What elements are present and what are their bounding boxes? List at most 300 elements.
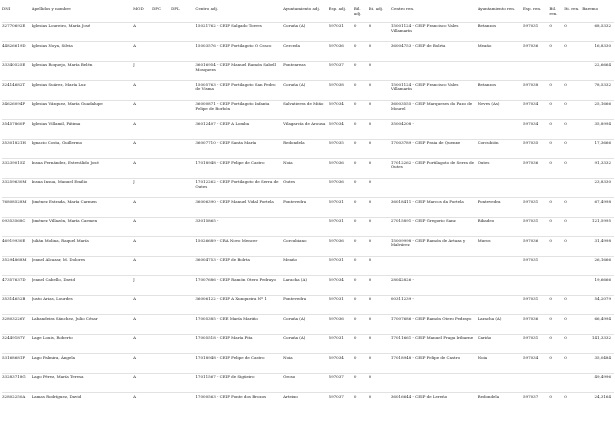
cell-esp-adj: 597037	[329, 393, 354, 405]
cell-ayto-ren: Outes	[478, 159, 523, 179]
cell-iti-ren: 0	[564, 198, 582, 218]
cell-centro-adj: 36006390 - CEIP Manuel Vidal Portela	[195, 198, 283, 218]
column-header-dni: DNI	[2, 6, 11, 11]
cell-mod: A	[133, 237, 152, 257]
cell-name: Ignacio Costa, Guillermo	[32, 139, 133, 159]
column-header-iti-adj: Iti. adj.	[368, 6, 384, 11]
cell-dni: 33340525E	[2, 61, 32, 81]
cell-esp-adj: 597034	[329, 100, 354, 120]
cell-centro-ren: 27015891 - CEIP Gregorio Sanz	[391, 217, 478, 237]
column-header-iti-ren: Iti. ren.	[564, 6, 580, 11]
cell-mod: J	[133, 276, 152, 296]
cell-ayto-adj: Outes	[283, 178, 328, 198]
cell-esp-adj: 597036	[329, 315, 354, 335]
cell-iti-adj: 0	[369, 315, 391, 335]
cell-bil-ren: 0	[549, 237, 564, 257]
table-row	[2, 393, 614, 405]
cell-bil-ren	[549, 178, 564, 198]
table-row	[2, 354, 614, 374]
cell-bil-adj: 0	[354, 256, 369, 276]
cell-dpc	[152, 217, 171, 237]
cell-ayto-adj: Ponteareas	[283, 61, 328, 81]
cell-esp-adj: 597031	[329, 22, 354, 42]
cell-bil-adj: 0	[354, 334, 369, 354]
cell-centro-adj: 33015865 -	[195, 217, 283, 237]
cell-ayto-adj: Coruña (A)	[283, 334, 328, 354]
cell-dpl	[171, 22, 195, 42]
cell-dpc	[152, 354, 171, 374]
cell-iti-adj: 0	[369, 237, 391, 257]
cell-ayto-adj: Meaño	[283, 256, 328, 276]
cell-bil-ren	[549, 373, 564, 393]
cell-dpc	[152, 42, 171, 62]
cell-centro-ren: 15001124 - CEIP Francisco Vales Villamarín	[391, 81, 478, 101]
cell-centro-adj: 15026689 - CRA Novo Mencer	[195, 237, 283, 257]
cell-ayto-adj: Noia	[283, 354, 328, 374]
cell-iti-ren	[564, 276, 582, 296]
cell-iti-ren	[564, 61, 582, 81]
cell-dni: 46919930E	[2, 237, 32, 257]
cell-dpc	[152, 237, 171, 257]
cell-baremo: 31,4998	[582, 237, 614, 257]
table-row	[2, 295, 614, 315]
cell-iti-ren	[564, 373, 582, 393]
cell-bil-ren: 0	[549, 354, 564, 374]
cell-bil-adj: 0	[354, 237, 369, 257]
table-row	[2, 178, 614, 198]
cell-bil-adj: 0	[354, 139, 369, 159]
cell-dpc	[152, 295, 171, 315]
cell-centro-ren	[391, 61, 478, 81]
cell-bil-adj: 0	[354, 61, 369, 81]
cell-ayto-adj: Vilagarcía de Arousa	[283, 120, 328, 140]
cell-name: Jeanel Cabello, David	[32, 276, 133, 296]
cell-esp-ren: 597038	[523, 81, 549, 101]
cell-dpl	[171, 100, 195, 120]
table-row	[2, 42, 614, 62]
cell-bil-ren: 0	[549, 334, 564, 354]
column-header-centro-adj: Centro adj.	[195, 6, 219, 11]
cell-esp-adj: 597031	[329, 334, 354, 354]
cell-bil-adj: 0	[354, 354, 369, 374]
cell-iti-ren: 0	[564, 139, 582, 159]
cell-dpl	[171, 42, 195, 62]
cell-centro-adj: 17018948 - CEIP Felipe de Castro	[195, 159, 283, 179]
cell-centro-adj: 17000563 - CEIP Ponte dos Brozos	[195, 393, 283, 405]
cell-esp-ren: 597036	[523, 159, 549, 179]
cell-iti-ren: 0	[564, 120, 582, 140]
cell-centro-ren: 17007686 - CEIP Ramón Otero Pedrayo	[391, 315, 478, 335]
cell-dni: 35294868M	[2, 256, 32, 276]
cell-ayto-ren: Cariño	[478, 334, 523, 354]
cell-iti-adj: 0	[369, 354, 391, 374]
cell-ayto-ren	[478, 276, 523, 296]
cell-ayto-ren: Meaño	[478, 42, 523, 62]
cell-baremo: 121,5995	[582, 217, 614, 237]
cell-dni: 32449187Y	[2, 334, 32, 354]
cell-iti-adj: 0	[369, 178, 391, 198]
cell-name: Jiménez Estrada, María Carmen	[32, 198, 133, 218]
cell-name: Justo Arias, Lourdes	[32, 295, 133, 315]
column-header-centro-ren: Centro ren.	[390, 6, 415, 11]
cell-bil-adj: 0	[354, 22, 369, 42]
cell-ayto-ren	[478, 256, 523, 276]
cell-esp-adj: 597038	[329, 81, 354, 101]
cell-esp-adj: 597036	[329, 178, 354, 198]
cell-mod: A	[133, 217, 152, 237]
cell-dpc	[152, 393, 171, 405]
cell-mod: A	[133, 315, 152, 335]
cell-centro-ren: 28042826 -	[391, 276, 478, 296]
cell-ayto-adj: Noia	[283, 159, 328, 179]
cell-ayto-ren: Muros	[478, 237, 523, 257]
cell-dni: 35314652B	[2, 295, 32, 315]
cell-bil-ren: 0	[549, 81, 564, 101]
cell-iti-adj: 0	[369, 139, 391, 159]
cell-bil-ren: 0	[549, 315, 564, 335]
cell-mod: A	[133, 295, 152, 315]
cell-centro-ren: 15001124 - CEIP Francisco Vales Villamarín	[391, 22, 478, 42]
cell-esp-ren: 597034	[523, 354, 549, 374]
cell-name: Iglesias Villamil, Fátima	[32, 120, 133, 140]
cell-baremo: 23,8330	[582, 178, 614, 198]
cell-iti-adj: 0	[369, 61, 391, 81]
cell-dpl	[171, 198, 195, 218]
cell-bil-adj: 0	[354, 315, 369, 335]
cell-mod: A	[133, 22, 152, 42]
cell-esp-adj: 597035	[329, 139, 354, 159]
cell-centro-ren: 36004753 - CEIP de Bolrta	[391, 42, 478, 62]
cell-baremo: 22,6664	[582, 61, 614, 81]
table-row	[2, 139, 614, 159]
cell-dpl	[171, 61, 195, 81]
cell-mod: J	[133, 178, 152, 198]
cell-mod: A	[133, 100, 152, 120]
cell-baremo: 35,0484	[582, 354, 614, 374]
cell-ayto-ren: Betanzos	[478, 81, 523, 101]
cell-iti-ren: 0	[564, 295, 582, 315]
cell-centro-adj: 36012407 - CEIP A Lomba	[195, 120, 283, 140]
cell-name: Iglesias Suárez, María Luz	[32, 81, 133, 101]
cell-esp-adj: 597036	[329, 42, 354, 62]
cell-iti-adj: 0	[369, 120, 391, 140]
cell-esp-adj: 597031	[329, 256, 354, 276]
cell-iti-adj: 0	[369, 295, 391, 315]
cell-dni: 35301821H	[2, 139, 32, 159]
cell-name: Lago Palmira, Ángela	[32, 354, 133, 374]
cell-baremo: 35,8994	[582, 120, 614, 140]
cell-baremo: 67,4998	[582, 198, 614, 218]
cell-dni: 34626094P	[2, 100, 32, 120]
cell-esp-ren: 597036	[523, 237, 549, 257]
cell-dni: 76808528M	[2, 198, 32, 218]
cell-bil-ren: 0	[549, 159, 564, 179]
cell-iti-ren: 0	[564, 100, 582, 120]
cell-centro-adj: 36004753 - CEIP de Bolrta	[195, 256, 283, 276]
cell-iti-ren: 0	[564, 81, 582, 101]
cell-bil-ren: 0	[549, 393, 564, 405]
cell-dpl	[171, 139, 195, 159]
table-row	[2, 159, 614, 179]
cell-iti-ren: 0	[564, 315, 582, 335]
cell-iti-adj: 0	[369, 276, 391, 296]
cell-centro-adj: 17012262 - CEIP Portilagoto de Serra de Outes	[195, 178, 283, 198]
table-header-row	[2, 0, 614, 22]
cell-iti-ren: 0	[564, 237, 582, 257]
cell-dpl	[171, 256, 195, 276]
cell-ayto-adj	[283, 217, 328, 237]
cell-esp-adj: 597031	[329, 295, 354, 315]
cell-mod: A	[133, 198, 152, 218]
cell-ayto-ren: Pontevedra	[478, 198, 523, 218]
cell-dpl	[171, 373, 195, 393]
cell-esp-adj: 597037	[329, 61, 354, 81]
cell-baremo: 49,4996	[582, 373, 614, 393]
cell-iti-adj: 0	[369, 373, 391, 393]
cell-centro-adj: 15021762 - CEIP Salgado Torres	[195, 22, 283, 42]
cell-iti-adj: 0	[369, 393, 391, 405]
cell-iti-adj: 0	[369, 217, 391, 237]
cell-bil-adj: 0	[354, 159, 369, 179]
cell-bil-adj: 0	[354, 393, 369, 405]
cell-centro-adj: 36007710 - CEIP Santa María	[195, 139, 283, 159]
cell-mod: A	[133, 139, 152, 159]
cell-esp-ren: 597035	[523, 139, 549, 159]
cell-baremo: 26,1666	[582, 256, 614, 276]
cell-name: Iglesias Vázquez, María Guadalupe	[32, 100, 133, 120]
cell-iti-adj: 0	[369, 81, 391, 101]
cell-baremo: 25,1666	[582, 100, 614, 120]
column-header-bil-ren: Bil. ren.	[549, 6, 558, 16]
column-header-ayto-adj: Ayuntamiento adj.	[283, 6, 320, 11]
cell-ayto-adj: Laracha (A)	[283, 276, 328, 296]
cell-esp-adj: 597031	[329, 198, 354, 218]
cell-bil-ren	[549, 276, 564, 296]
cell-iti-adj: 0	[369, 159, 391, 179]
table-row	[2, 373, 614, 393]
cell-dpc	[152, 178, 171, 198]
cell-dni: 53168681P	[2, 354, 32, 374]
table-row	[2, 334, 614, 354]
cell-dpc	[152, 61, 171, 81]
cell-bil-ren	[549, 256, 564, 276]
cell-mod: J	[133, 61, 152, 81]
cell-dpl	[171, 217, 195, 237]
cell-name: Julián Molina, Raquel María	[32, 237, 133, 257]
table-row	[2, 237, 614, 257]
cell-ayto-adj: Salvatierra de Miño	[283, 100, 328, 120]
cell-bil-adj: 0	[354, 81, 369, 101]
cell-bil-adj: 0	[354, 217, 369, 237]
cell-dpc	[152, 100, 171, 120]
cell-name: Iglesias Roquejo, María Belén	[32, 61, 133, 81]
cell-bil-ren	[549, 61, 564, 81]
cell-dni: 33283718G	[2, 373, 32, 393]
cell-esp-ren	[523, 276, 549, 296]
cell-baremo: 24,3164	[582, 393, 614, 405]
cell-centro-adj: 17011567 - CEIP de Sigüeiro	[195, 373, 283, 393]
cell-esp-ren: 597037	[523, 393, 549, 405]
cell-baremo: 16,8330	[582, 42, 614, 62]
cell-dpc	[152, 315, 171, 335]
column-header-bil-adj: Bil. adj.	[353, 6, 362, 16]
table-row	[2, 198, 614, 218]
cell-name: Lago Pérez, María Teresa	[32, 373, 133, 393]
cell-esp-ren	[523, 373, 549, 393]
cell-ayto-adj: Coruña (A)	[283, 22, 328, 42]
cell-centro-ren: 17011661 - CEIP Manuel Fraga Iribarne	[391, 334, 478, 354]
cell-mod: A	[133, 81, 152, 101]
cell-mod: A	[133, 256, 152, 276]
cell-bil-adj: 0	[354, 178, 369, 198]
cell-name: Iglesias Loureiro, María José	[32, 22, 133, 42]
cell-name: Iglesias Noya, Silvia	[32, 42, 133, 62]
cell-iti-ren: 0	[564, 159, 582, 179]
cell-baremo: 17,3666	[582, 139, 614, 159]
cell-centro-ren: 15009998 - CEIP Ramón de Artaza y Malvárez	[391, 237, 478, 257]
cell-baremo: 19,6666	[582, 276, 614, 296]
table-row	[2, 120, 614, 140]
cell-ayto-ren	[478, 178, 523, 198]
cell-dni: 32414682T	[2, 81, 32, 101]
table-body	[2, 22, 614, 405]
cell-iti-adj: 0	[369, 256, 391, 276]
cell-ayto-adj: Pontevedra	[283, 295, 328, 315]
cell-dpl	[171, 276, 195, 296]
cell-name: Insua Insua, Manuel Emilio	[32, 178, 133, 198]
cell-bil-adj: 0	[354, 373, 369, 393]
cell-esp-ren	[523, 178, 549, 198]
cell-centro-adj: 36006122 - CEIP A Xunqueira Nº 1	[195, 295, 283, 315]
cell-iti-ren	[564, 256, 582, 276]
cell-esp-ren: 597036	[523, 42, 549, 62]
column-header-name: Apellidos y nombre	[31, 6, 71, 11]
cell-ayto-ren: Redondela	[478, 393, 523, 405]
column-header-esp-ren: Esp. ren.	[523, 6, 542, 11]
cell-centro-adj: 17018948 - CEIP Felipe de Castro	[195, 354, 283, 374]
cell-baremo: 91,3332	[582, 159, 614, 179]
cell-iti-ren: 0	[564, 354, 582, 374]
cell-centro-ren: 00311239 -	[391, 295, 478, 315]
cell-name: Jeanel Alcazar, M. Dolores	[32, 256, 133, 276]
cell-baremo: 68,5332	[582, 22, 614, 42]
assignments-table	[2, 0, 614, 405]
cell-bil-ren: 0	[549, 217, 564, 237]
cell-name: Insua Fernández, Esteválido José	[32, 159, 133, 179]
cell-dpc	[152, 22, 171, 42]
cell-esp-ren: 597034	[523, 100, 549, 120]
cell-name: Labandeira Sánchez, Julio César	[32, 315, 133, 335]
cell-iti-ren: 0	[564, 42, 582, 62]
cell-dpc	[152, 276, 171, 296]
cell-dni: 35457860P	[2, 120, 32, 140]
cell-centro-adj: 36000871 - CEIP Portilagoto Infanta Felipe de Borbón	[195, 100, 283, 120]
cell-esp-ren: 597031	[523, 198, 549, 218]
cell-iti-adj: 0	[369, 334, 391, 354]
cell-centro-adj: 17005385 - CEE María Mariño	[195, 315, 283, 335]
cell-ayto-adj: Coruña (A)	[283, 315, 328, 335]
cell-esp-ren: 597031	[523, 256, 549, 276]
cell-centro-ren: 17012262 - CEIP Portilagoto de Serra de Outes	[391, 159, 478, 179]
cell-bil-ren: 0	[549, 22, 564, 42]
table-row	[2, 22, 614, 42]
cell-esp-ren: 597031	[523, 334, 549, 354]
cell-ayto-ren: Laracha (A)	[478, 315, 523, 335]
cell-centro-adj: 17007686 - CEIP Ramón Otero Pedrayo	[195, 276, 283, 296]
cell-esp-adj: 597036	[329, 237, 354, 257]
cell-iti-adj: 0	[369, 100, 391, 120]
column-header-esp-adj: Esp. adj.	[328, 6, 347, 11]
cell-centro-ren: 17003789 - CEIP Praia de Quenxe	[391, 139, 478, 159]
column-header-baremo: Baremo	[582, 6, 598, 11]
cell-dpl	[171, 237, 195, 257]
cell-bil-ren: 0	[549, 139, 564, 159]
cell-dpc	[152, 81, 171, 101]
cell-dpl	[171, 81, 195, 101]
cell-esp-adj: 597037	[329, 373, 354, 393]
cell-centro-ren: 36016644 - CEIP de Lereño	[391, 393, 478, 405]
cell-ayto-ren	[478, 120, 523, 140]
cell-dpc	[152, 120, 171, 140]
cell-dpc	[152, 198, 171, 218]
cell-mod: A	[133, 334, 152, 354]
cell-dni: 47357637D	[2, 276, 32, 296]
cell-esp-ren: 597034	[523, 120, 549, 140]
cell-dpl	[171, 159, 195, 179]
cell-esp-ren: 597036	[523, 315, 549, 335]
table-row	[2, 61, 614, 81]
cell-bil-adj: 0	[354, 198, 369, 218]
table-row	[2, 276, 614, 296]
cell-iti-ren: 0	[564, 334, 582, 354]
cell-ayto-ren	[478, 373, 523, 393]
cell-bil-ren: 0	[549, 120, 564, 140]
cell-iti-ren	[564, 178, 582, 198]
cell-dpl	[171, 295, 195, 315]
cell-bil-ren: 0	[549, 198, 564, 218]
cell-name: Lage Louis, Roberto	[32, 334, 133, 354]
cell-dpl	[171, 393, 195, 405]
cell-esp-adj: 597034	[329, 354, 354, 374]
cell-dpc	[152, 159, 171, 179]
cell-dpc	[152, 139, 171, 159]
table-row	[2, 315, 614, 335]
cell-dpl	[171, 334, 195, 354]
cell-ayto-adj: Corcubiano	[283, 237, 328, 257]
cell-bil-ren: 0	[549, 295, 564, 315]
cell-dpc	[152, 334, 171, 354]
cell-bil-ren: 0	[549, 100, 564, 120]
cell-dni: 33259630M	[2, 178, 32, 198]
cell-dpl	[171, 178, 195, 198]
cell-ayto-ren: Corcubión	[478, 139, 523, 159]
cell-ayto-ren: Neves (As)	[478, 100, 523, 120]
cell-bil-adj: 0	[354, 276, 369, 296]
cell-dni: 33239015Z	[2, 159, 32, 179]
cell-esp-adj: 597031	[329, 217, 354, 237]
cell-dni: 44826619D	[2, 42, 32, 62]
cell-mod: A	[133, 159, 152, 179]
cell-dni: 32802250A	[2, 393, 32, 405]
cell-centro-ren	[391, 373, 478, 393]
cell-ayto-adj: Cerceda	[283, 42, 328, 62]
cell-name: Jiménez Villazón, María Carmen	[32, 217, 133, 237]
cell-iti-ren: 0	[564, 217, 582, 237]
table-row	[2, 256, 614, 276]
cell-bil-adj: 0	[354, 120, 369, 140]
cell-mod: A	[133, 393, 152, 405]
cell-ayto-ren: Noia	[478, 354, 523, 374]
